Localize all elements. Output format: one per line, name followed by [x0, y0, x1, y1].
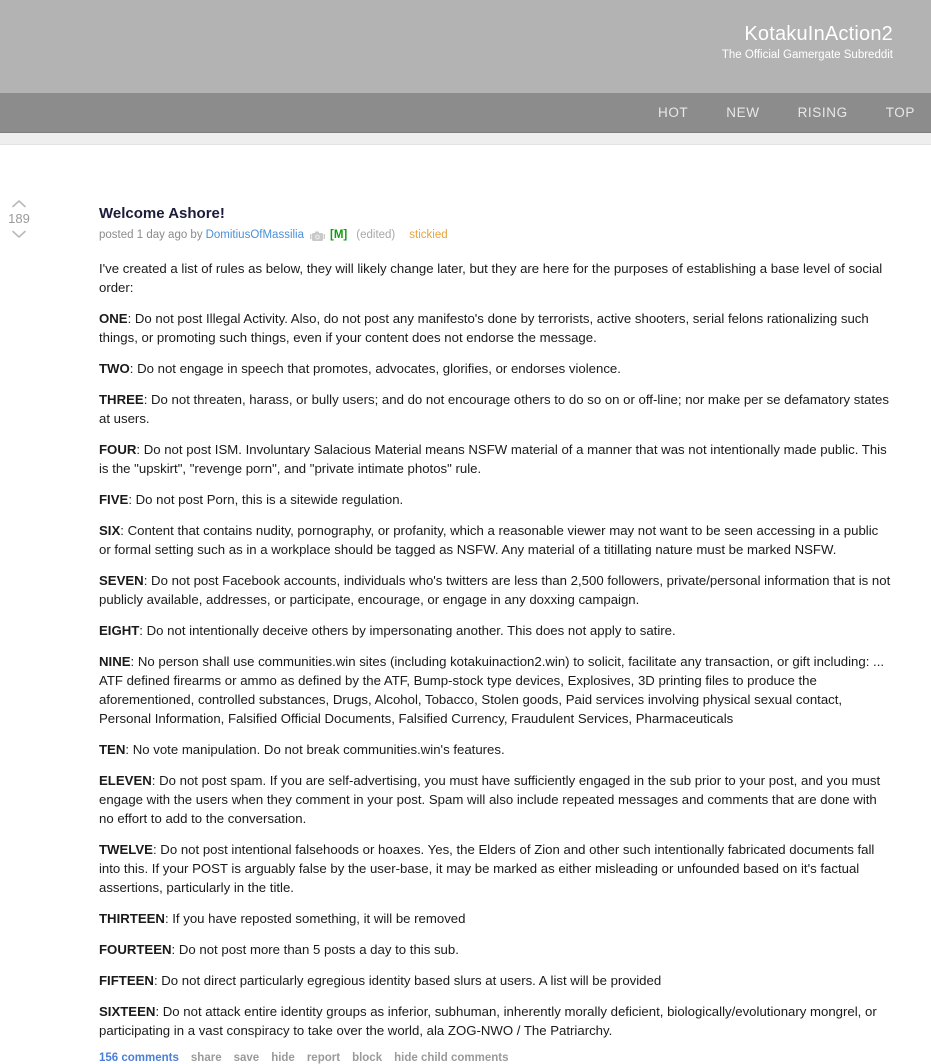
rule-lead: SIX	[99, 523, 121, 538]
rule-lead: ELEVEN	[99, 773, 152, 788]
post-content	[99, 259, 891, 1040]
rule-text: : Do not post intentional falsehoods or hoaxes. Yes, the Elders of Zion and other such intentionally fabricated documents fall into this. If your POST is arguably false by the user-base, it may be marked as either misleading or unfounded based on it's factual assertions, particularly in the title.	[99, 842, 875, 895]
rule-lead: FIFTEEN	[99, 973, 154, 988]
post-author-link[interactable]: DomitiusOfMassilia	[205, 229, 305, 241]
moderator-tag: [M]	[330, 229, 348, 241]
rule-text: : No person shall use communities.win sites (including kotakuinaction2.win) to solicit, facilitate any transaction, or gift including: ... ATF defined firearms or ammo as defined by the ATF, Bump-stock type devices, Explosives, 3D printing files to produce the aforementioned, controlled substances, Drugs, Alcohol, Tobacco, Stolen goods, Paid services involving physical sexual contact, Personal Information, Falsified Official Documents, Falsified Currency, Fraudulent Services, Pharmaceuticals	[99, 654, 885, 726]
post-paragraph	[99, 971, 891, 990]
rule-lead: TWO	[99, 361, 130, 376]
rule-lead: THREE	[99, 392, 144, 407]
subreddit-banner	[0, 0, 931, 93]
post-body	[38, 155, 931, 1064]
post-action-bar	[99, 1052, 891, 1064]
rule-text: : Do not attack entire identity groups as inferior, subhuman, inherently morally deficient, biologically/evolutionary mongrel, or participating in a vast conspiracy to take over the world, ala ZOG-NWO / The Patriarchy.	[99, 1004, 877, 1038]
post-paragraph	[99, 521, 891, 559]
post-paragraph	[99, 440, 891, 478]
vote-count: 189	[8, 211, 30, 226]
post-paragraph	[99, 652, 891, 728]
rule-text: : Do not direct particularly egregious identity based slurs at users. A list will be provided	[153, 973, 662, 988]
rule-text: : Do not post Facebook accounts, individuals who's twitters are less than 2,500 followers, private/personal information that is not publicly available, addresses, or participate, encourage, or engage in any doxxing campaign.	[99, 573, 891, 607]
post-paragraph	[99, 909, 891, 928]
rule-text: : If you have reposted something, it will be removed	[164, 911, 466, 926]
hide-child-comments-button[interactable]: hide child comments	[394, 1052, 509, 1064]
rule-lead: TEN	[99, 742, 126, 757]
rule-text: : Do not post ISM. Involuntary Salacious Material means NSFW material of a manner that was not intentionally made public. This is the "upskirt", "revenge porn", and "private intimate photos" rule.	[99, 442, 887, 476]
comments-link[interactable]: 156 comments	[99, 1052, 179, 1064]
rule-text: : Do not post more than 5 posts a day to this sub.	[171, 942, 459, 957]
banner-text-block	[722, 22, 893, 63]
sort-navbar	[0, 93, 931, 133]
share-button[interactable]: share	[190, 1052, 222, 1064]
edited-tag: (edited)	[356, 229, 396, 241]
rule-lead: EIGHT	[99, 623, 140, 638]
upvote-chevron-up-icon[interactable]	[12, 199, 26, 208]
post-timestamp: posted 1 day ago by	[99, 229, 203, 241]
post-paragraph	[99, 940, 891, 959]
post-paragraph	[99, 621, 891, 640]
nav-divider-strip	[0, 133, 931, 145]
post-title[interactable]: Welcome Ashore!	[99, 205, 225, 222]
rule-text: I've created a list of rules as below, they will likely change later, but they are here for the purposes of establishing a base level of social order:	[99, 261, 883, 295]
post-paragraph	[99, 1002, 891, 1040]
rule-lead: THIRTEEN	[99, 911, 165, 926]
post-paragraph	[99, 359, 891, 378]
post-paragraph	[99, 771, 891, 828]
rule-lead: FIVE	[99, 492, 129, 507]
rule-text: : Do not engage in speech that promotes, advocates, glorifies, or endorses violence.	[129, 361, 621, 376]
rule-text: : Do not post Porn, this is a sitewide regulation.	[128, 492, 404, 507]
post-container	[0, 145, 931, 1064]
rule-lead: FOUR	[99, 442, 137, 457]
vote-box	[0, 155, 38, 1064]
rule-lead: TWELVE	[99, 842, 153, 857]
nav-item-hot[interactable]: HOT	[657, 105, 689, 120]
report-button[interactable]: report	[306, 1052, 341, 1064]
post-paragraph	[99, 740, 891, 759]
post-paragraph	[99, 840, 891, 897]
rule-text: : No vote manipulation. Do not break communities.win's features.	[125, 742, 505, 757]
rule-text: : Do not post spam. If you are self-advertising, you must have sufficiently engaged in the sub prior to your post, and you must engage with the users when they comment in your post. Spam will also include repeated messages and comments that are done with no effort to add to the conversation.	[99, 773, 881, 826]
post-paragraph	[99, 390, 891, 428]
rule-lead: NINE	[99, 654, 131, 669]
post-paragraph	[99, 309, 891, 347]
subreddit-subtitle: The Official Gamergate Subreddit	[721, 49, 893, 61]
save-button[interactable]: save	[233, 1052, 260, 1064]
rule-lead: FOURTEEN	[99, 942, 172, 957]
post-paragraph	[99, 259, 891, 297]
post-paragraph	[99, 571, 891, 609]
rule-text: : Do not threaten, harass, or bully users; and do not encourage others to do so on or off-line; nor make per se defamatory states at users.	[99, 392, 889, 426]
nav-item-rising[interactable]: RISING	[797, 105, 848, 120]
stickied-tag: stickied	[409, 229, 448, 241]
rule-text: : Do not intentionally deceive others by impersonating another. This does not apply to satire.	[139, 623, 676, 638]
rule-lead: SIXTEEN	[99, 1004, 156, 1019]
award-badge-icon	[310, 230, 325, 242]
hide-button[interactable]: hide	[271, 1052, 295, 1064]
rule-text: : Content that contains nudity, pornography, or profanity, which a reasonable viewer may not want to be seen accessing in a public or formal setting such as in a workplace should be tagged as NSFW. Any material of a titillating nature must be marked NSFW.	[99, 523, 879, 557]
rule-text: : Do not post Illegal Activity. Also, do not post any manifesto's done by terrorists, active shooters, serial felons rationalizing such things, or promoting such things, even if your content does not endorse the message.	[99, 311, 869, 345]
post-paragraph	[99, 490, 891, 509]
block-button[interactable]: block	[352, 1052, 383, 1064]
nav-item-top[interactable]: TOP	[885, 105, 915, 120]
rule-lead: SEVEN	[99, 573, 144, 588]
post-meta	[99, 228, 891, 243]
downvote-chevron-down-icon[interactable]	[12, 230, 26, 239]
subreddit-title: KotakuInAction2	[744, 23, 893, 45]
nav-item-new[interactable]: NEW	[726, 105, 760, 120]
rule-lead: ONE	[99, 311, 128, 326]
